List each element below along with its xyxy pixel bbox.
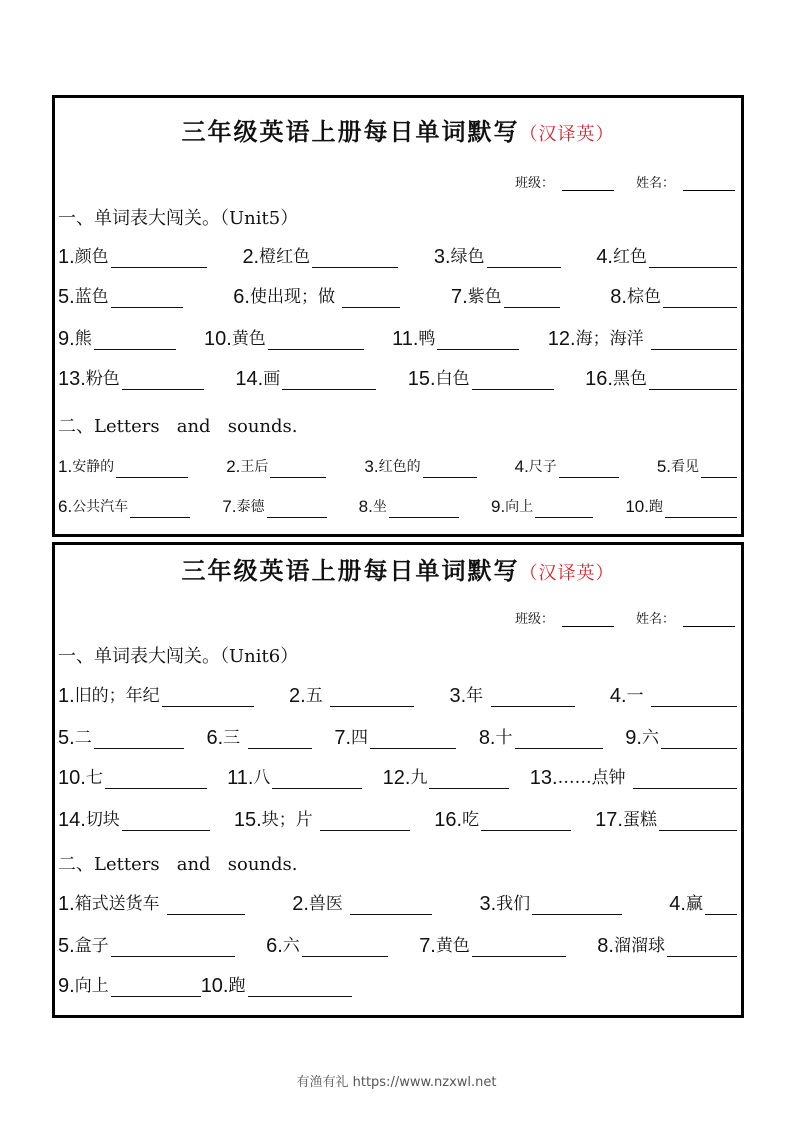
chinese-prompt: 十 <box>495 728 513 748</box>
answer-blank[interactable] <box>122 810 210 831</box>
question-item <box>222 496 326 518</box>
chinese-prompt: 泰德 <box>236 499 265 515</box>
answer-blank[interactable] <box>535 497 593 518</box>
chinese-prompt: 四 <box>351 728 369 748</box>
answer-blank[interactable] <box>665 497 737 518</box>
question-row <box>58 286 737 308</box>
question-item <box>479 727 603 749</box>
chinese-prompt: 橙红色 <box>259 247 311 267</box>
question-item <box>201 975 352 997</box>
chinese-prompt: 蛋糕 <box>622 810 657 830</box>
chinese-prompt: 看见 <box>671 459 699 475</box>
answer-blank[interactable] <box>559 457 619 478</box>
question-number: 4. <box>514 457 529 476</box>
heading-text: 一、单词表大闯关。（Unit6） <box>58 646 299 667</box>
answer-blank[interactable] <box>162 686 254 707</box>
question-item <box>289 685 414 707</box>
question-item <box>359 496 459 518</box>
chinese-prompt: ……点钟 <box>557 768 631 788</box>
question-item <box>515 456 619 478</box>
question-number: 1. <box>58 457 73 476</box>
question-number: 15. <box>407 368 436 390</box>
chinese-prompt: 熊 <box>74 329 92 349</box>
question-item <box>235 368 376 390</box>
question-item <box>58 368 204 390</box>
chinese-prompt: 坐 <box>372 499 387 515</box>
chinese-prompt: 切块 <box>85 810 120 830</box>
question-row <box>58 685 737 707</box>
question-number: 2. <box>242 246 260 268</box>
heading-text: 一、单词表大闯关。（Unit5） <box>58 208 299 229</box>
answer-blank[interactable] <box>429 768 509 789</box>
question-item <box>585 368 737 390</box>
question-row <box>58 727 737 749</box>
chinese-prompt: 盒子 <box>74 936 109 956</box>
chinese-prompt: 五 <box>305 686 329 706</box>
chinese-prompt: 黄色 <box>435 936 470 956</box>
question-item <box>491 496 593 518</box>
class-label: 班级： <box>514 612 554 627</box>
question-number: 3. <box>449 685 467 707</box>
chinese-prompt: 七 <box>85 768 103 788</box>
question-item <box>408 368 554 390</box>
question-item <box>226 456 326 478</box>
chinese-prompt: 旧的；年纪 <box>74 686 160 706</box>
question-number: 4. <box>669 893 686 915</box>
chinese-prompt: 安静的 <box>72 459 115 475</box>
question-row <box>58 496 737 518</box>
answer-blank[interactable] <box>94 728 184 749</box>
question-item <box>392 328 519 350</box>
chinese-prompt: 蓝色 <box>74 287 109 307</box>
answer-blank[interactable] <box>282 369 376 390</box>
answer-blank[interactable] <box>651 686 737 707</box>
question-number: 12. <box>547 328 576 350</box>
question-number: 6. <box>266 935 283 957</box>
question-number: 3. <box>479 893 497 915</box>
worksheet-unit6 <box>52 542 744 1018</box>
question-row <box>58 975 737 997</box>
question-item <box>625 496 737 518</box>
class-field[interactable] <box>562 612 614 627</box>
question-number: 9. <box>625 727 642 749</box>
answer-blank[interactable] <box>491 686 575 707</box>
question-item <box>58 685 254 707</box>
answer-blank[interactable] <box>651 329 737 350</box>
answer-blank[interactable] <box>472 369 554 390</box>
chinese-prompt: 使出现；做 <box>249 287 341 307</box>
chinese-prompt: 粉色 <box>85 369 120 389</box>
question-item <box>292 893 432 915</box>
answer-blank[interactable] <box>661 728 737 749</box>
name-label: 姓名： <box>635 176 675 191</box>
answer-blank[interactable] <box>487 247 561 268</box>
question-item <box>657 456 737 478</box>
question-number: 14. <box>235 368 264 390</box>
answer-blank[interactable] <box>272 768 362 789</box>
question-row <box>58 328 737 350</box>
chinese-prompt: 跑 <box>648 499 663 515</box>
worksheet-title <box>55 112 741 147</box>
question-number: 8. <box>610 286 627 308</box>
question-number: 11. <box>392 328 419 350</box>
question-number: 5. <box>656 457 671 476</box>
answer-blank[interactable] <box>370 728 456 749</box>
title-text: 三年级英语上册每日单词默写 <box>181 556 520 585</box>
question-item <box>434 246 561 268</box>
chinese-prompt: 我们 <box>496 894 531 914</box>
answer-blank[interactable] <box>342 287 400 308</box>
question-number: 14. <box>58 809 86 831</box>
heading-text: 二、Letters and sounds. <box>58 854 298 875</box>
question-item <box>58 246 207 268</box>
question-number: 1. <box>58 246 75 268</box>
answer-blank[interactable] <box>515 728 603 749</box>
name-label: 姓名： <box>635 612 675 627</box>
question-number: 3. <box>364 457 379 476</box>
question-item <box>58 496 190 518</box>
question-item <box>451 286 560 308</box>
question-number: 2. <box>289 685 306 707</box>
section-heading-2 <box>58 854 737 876</box>
answer-blank[interactable] <box>633 768 737 789</box>
answer-blank[interactable] <box>389 497 459 518</box>
question-number: 7. <box>451 286 468 308</box>
section-heading-1 <box>58 208 737 230</box>
question-item <box>595 809 737 831</box>
answer-blank[interactable] <box>330 686 414 707</box>
chinese-prompt: 跑 <box>228 976 246 996</box>
question-item <box>548 328 737 350</box>
question-row <box>58 809 737 831</box>
chinese-prompt: 六 <box>641 728 659 748</box>
question-item <box>596 246 737 268</box>
answer-blank[interactable] <box>302 936 388 957</box>
question-number: 9. <box>58 328 75 350</box>
question-row <box>58 456 737 478</box>
answer-blank[interactable] <box>504 287 560 308</box>
answer-blank[interactable] <box>649 369 737 390</box>
question-number: 8. <box>597 935 614 957</box>
question-number: 7. <box>222 497 237 516</box>
question-number: 1. <box>58 893 75 915</box>
question-number: 2. <box>226 457 241 476</box>
question-number: 5. <box>58 286 75 308</box>
chinese-prompt: 六 <box>282 936 300 956</box>
question-item <box>610 685 737 707</box>
answer-blank[interactable] <box>705 894 737 915</box>
question-item <box>242 246 398 268</box>
chinese-prompt: 溜溜球 <box>613 936 665 956</box>
question-number: 10. <box>200 975 229 997</box>
chinese-prompt: 黄色 <box>231 329 266 349</box>
chinese-prompt: 鸭 <box>418 329 436 349</box>
question-item <box>58 328 176 350</box>
question-number: 10. <box>204 328 232 350</box>
answer-blank[interactable] <box>270 457 326 478</box>
answer-blank[interactable] <box>111 976 201 997</box>
question-item <box>58 456 188 478</box>
answer-blank[interactable] <box>532 894 622 915</box>
name-field[interactable] <box>683 612 735 627</box>
question-number: 13. <box>58 368 86 390</box>
answer-blank[interactable] <box>649 247 737 268</box>
chinese-prompt: 公共汽车 <box>72 499 129 515</box>
answer-blank[interactable] <box>167 894 245 915</box>
question-row <box>58 767 737 789</box>
question-item <box>449 685 574 707</box>
question-item <box>434 809 571 831</box>
heading-text: 二、Letters and sounds. <box>58 416 298 437</box>
question-number: 3. <box>433 246 451 268</box>
answer-blank[interactable] <box>268 329 364 350</box>
question-number: 13. <box>529 767 558 789</box>
answer-blank[interactable] <box>248 728 312 749</box>
answer-blank[interactable] <box>320 810 410 831</box>
title-paren: （汉译英） <box>519 563 615 584</box>
answer-blank[interactable] <box>122 369 204 390</box>
question-number: 6. <box>233 286 250 308</box>
question-number: 10. <box>625 497 649 516</box>
question-number: 17. <box>595 809 623 831</box>
chinese-prompt: 三 <box>223 728 246 748</box>
chinese-prompt: 八 <box>253 768 271 788</box>
chinese-prompt: 红色 <box>613 247 647 267</box>
question-number: 2. <box>292 893 309 915</box>
chinese-prompt: 箱式送货车 <box>74 894 166 914</box>
answer-blank[interactable] <box>111 247 207 268</box>
question-row <box>58 246 737 268</box>
question-number: 10. <box>58 767 86 789</box>
answer-blank[interactable] <box>116 457 188 478</box>
question-number: 9. <box>58 975 75 997</box>
question-item <box>597 935 737 957</box>
chinese-prompt: 尺子 <box>528 459 557 475</box>
question-item <box>364 456 476 478</box>
question-item <box>234 809 410 831</box>
chinese-prompt: 向上 <box>74 976 109 996</box>
question-row <box>58 935 737 957</box>
worksheet-title <box>55 551 741 586</box>
question-item <box>58 975 201 997</box>
chinese-prompt: 紫色 <box>467 287 502 307</box>
answer-blank[interactable] <box>423 457 477 478</box>
question-number: 16. <box>434 809 463 831</box>
section-heading-2 <box>58 416 737 438</box>
chinese-prompt: 块；片 <box>261 810 319 830</box>
chinese-prompt: 画 <box>263 369 281 389</box>
question-item <box>625 727 737 749</box>
class-name-fields <box>515 172 735 191</box>
chinese-prompt: 九 <box>410 768 428 788</box>
question-number: 5. <box>58 727 75 749</box>
answer-blank[interactable] <box>105 768 207 789</box>
question-item <box>58 727 184 749</box>
answer-blank[interactable] <box>267 497 327 518</box>
chinese-prompt: 王后 <box>240 459 269 475</box>
answer-blank[interactable] <box>130 497 190 518</box>
answer-blank[interactable] <box>659 810 737 831</box>
question-item <box>669 893 737 915</box>
question-item <box>610 286 737 308</box>
chinese-prompt: 海；海洋 <box>575 329 649 349</box>
class-label: 班级： <box>514 176 554 191</box>
question-item <box>204 328 364 350</box>
answer-blank[interactable] <box>111 936 235 957</box>
question-item <box>58 286 183 308</box>
chinese-prompt: 颜色 <box>74 247 109 267</box>
class-name-fields <box>515 608 735 627</box>
question-number: 6. <box>58 497 73 516</box>
question-number: 16. <box>585 368 613 390</box>
answer-blank[interactable] <box>667 936 737 957</box>
answer-blank[interactable] <box>663 287 737 308</box>
question-item <box>419 935 566 957</box>
question-item <box>266 935 388 957</box>
question-item <box>58 767 207 789</box>
chinese-prompt: 赢 <box>685 894 703 914</box>
chinese-prompt: 绿色 <box>450 247 485 267</box>
question-item <box>206 727 311 749</box>
question-number: 11. <box>227 767 254 789</box>
question-item <box>58 893 245 915</box>
question-number: 7. <box>419 935 436 957</box>
chinese-prompt: 年 <box>466 686 489 706</box>
question-item <box>383 767 510 789</box>
section-heading-1 <box>58 646 737 668</box>
answer-blank[interactable] <box>472 936 566 957</box>
question-number: 15. <box>233 809 262 831</box>
question-number: 4. <box>596 246 613 268</box>
answer-blank[interactable] <box>350 894 432 915</box>
question-number: 12. <box>382 767 411 789</box>
question-number: 7. <box>334 727 352 749</box>
answer-blank[interactable] <box>94 329 176 350</box>
question-number: 5. <box>58 935 75 957</box>
footer-watermark: 有渔有礼 https://www.nzxwl.net <box>296 1075 497 1090</box>
chinese-prompt: 棕色 <box>626 287 661 307</box>
chinese-prompt: 兽医 <box>308 894 349 914</box>
question-item <box>58 809 210 831</box>
question-number: 8. <box>478 727 496 749</box>
chinese-prompt: 二 <box>74 728 92 748</box>
question-number: 9. <box>490 497 506 516</box>
question-number: 8. <box>358 497 373 516</box>
question-row <box>58 368 737 390</box>
chinese-prompt: 向上 <box>505 499 534 515</box>
chinese-prompt: 白色 <box>435 369 470 389</box>
question-number: 4. <box>609 685 627 707</box>
name-field[interactable] <box>683 176 735 191</box>
chinese-prompt: 黑色 <box>612 369 647 389</box>
title-paren: （汉译英） <box>519 124 615 145</box>
worksheet-unit5 <box>52 95 744 537</box>
answer-blank[interactable] <box>481 810 571 831</box>
question-item <box>530 767 737 789</box>
answer-blank[interactable] <box>701 457 737 478</box>
chinese-prompt: 一 <box>626 686 649 706</box>
answer-blank[interactable] <box>437 329 519 350</box>
question-number: 6. <box>206 727 224 749</box>
answer-blank[interactable] <box>312 247 398 268</box>
question-item <box>58 935 235 957</box>
question-number: 1. <box>58 685 75 707</box>
question-item <box>233 286 400 308</box>
chinese-prompt: 吃 <box>462 810 480 830</box>
answer-blank[interactable] <box>111 287 183 308</box>
question-row <box>58 893 737 915</box>
question-item <box>227 767 362 789</box>
chinese-prompt: 红色的 <box>378 459 421 475</box>
class-field[interactable] <box>562 176 614 191</box>
title-text: 三年级英语上册每日单词默写 <box>181 117 520 146</box>
answer-blank[interactable] <box>248 976 352 997</box>
question-item <box>479 893 622 915</box>
question-item <box>334 727 456 749</box>
